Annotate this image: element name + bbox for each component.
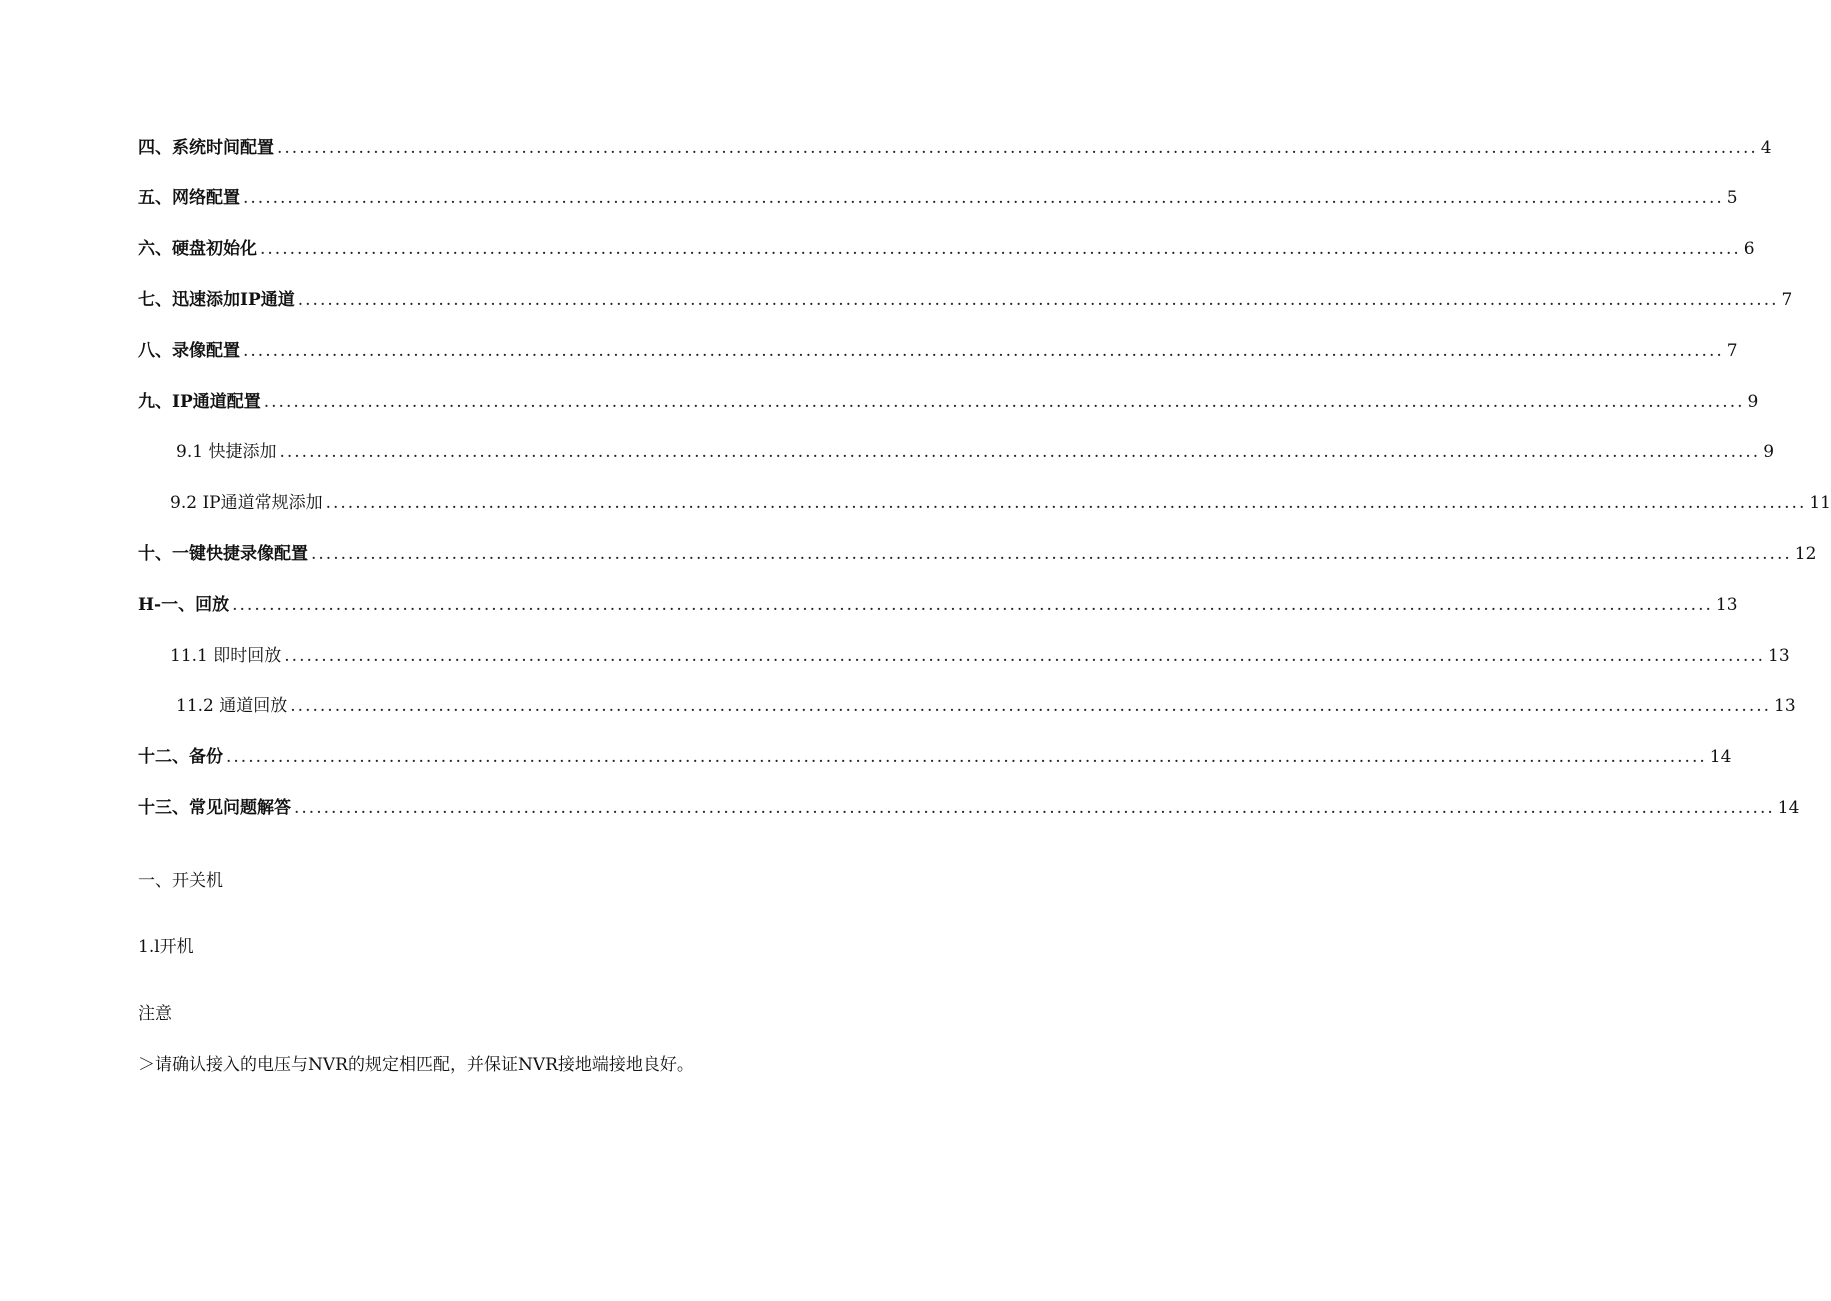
toc-entry[interactable]	[170, 645, 1790, 667]
toc-entry-page: 13	[1774, 696, 1796, 716]
toc-entry[interactable]	[138, 187, 1738, 209]
toc-entry[interactable]	[138, 594, 1738, 616]
toc-entry[interactable]	[138, 746, 1732, 768]
toc-leader-dots: ........................................................................................................................................................................................................	[311, 544, 1792, 564]
toc-entry-page: 9	[1747, 392, 1759, 412]
toc-leader-dots: ........................................................................................................................................................................................................	[290, 696, 1772, 716]
toc-entry[interactable]	[170, 492, 1831, 514]
toc-leader-dots: ........................................................................................................................................................................................................	[226, 747, 1707, 767]
toc-entry-label: 七、迅速添加IP通道	[138, 290, 295, 310]
toc-entry-page: 12	[1794, 544, 1817, 564]
toc-entry[interactable]	[176, 695, 1796, 717]
toc-entry-label: 9.2 IP通道常规添加	[170, 493, 323, 513]
toc-entry-label: 9.1 快捷添加	[176, 442, 277, 462]
toc-entry-page: 9	[1763, 442, 1775, 462]
toc-entry[interactable]	[138, 543, 1817, 565]
toc-entry-page: 4	[1760, 138, 1772, 158]
toc-entry[interactable]	[138, 797, 1800, 819]
toc-entry-page: 7	[1726, 341, 1738, 361]
toc-entry[interactable]	[138, 391, 1759, 413]
toc-entry-page: 14	[1709, 747, 1732, 767]
toc-leader-dots: ........................................................................................................................................................................................................	[260, 239, 1741, 259]
toc-entry-label: 十二、备份	[138, 747, 223, 767]
toc-leader-dots: ........................................................................................................................................................................................................	[279, 442, 1761, 462]
toc-entry-page: 6	[1743, 239, 1755, 259]
toc-entry[interactable]	[138, 137, 1772, 159]
toc-entry-page: 13	[1715, 595, 1738, 615]
toc-entry[interactable]	[176, 441, 1775, 463]
toc-entry-label: 六、硬盘初始化	[138, 239, 257, 259]
toc-leader-dots: ........................................................................................................................................................................................................	[243, 341, 1724, 361]
toc-leader-dots: ........................................................................................................................................................................................................	[325, 493, 1807, 513]
toc-leader-dots: ........................................................................................................................................................................................................	[297, 290, 1779, 310]
subsection-title: 1.l开机	[138, 937, 194, 957]
toc-entry-page: 14	[1777, 798, 1800, 818]
toc-entry-label: 八、录像配置	[138, 341, 240, 361]
toc-entry-label: 十三、常见问题解答	[138, 798, 291, 818]
toc-entry-label: 九、IP通道配置	[138, 392, 261, 412]
section-title: 一、开关机	[138, 871, 223, 891]
toc-entry-label: 五、网络配置	[138, 188, 240, 208]
toc-entry[interactable]	[138, 289, 1793, 311]
toc-entry-label: H-一、回放	[138, 595, 230, 615]
toc-leader-dots: ........................................................................................................................................................................................................	[277, 138, 1758, 158]
toc-entry-label: 11.1 即时回放	[170, 646, 282, 666]
toc-leader-dots: ........................................................................................................................................................................................................	[243, 188, 1724, 208]
toc-entry-label: 11.2 通道回放	[176, 696, 288, 716]
toc-entry-page: 5	[1726, 188, 1738, 208]
toc-leader-dots: ........................................................................................................................................................................................................	[294, 798, 1775, 818]
note-text: ＞请确认接入的电压与NVR的规定相匹配，并保证NVR接地端接地良好。	[138, 1055, 694, 1075]
toc-leader-dots: ........................................................................................................................................................................................................	[284, 646, 1766, 666]
toc-entry-label: 十、一键快捷录像配置	[138, 544, 308, 564]
note-label: 注意	[138, 1004, 172, 1024]
toc-leader-dots: ........................................................................................................................................................................................................	[232, 595, 1713, 615]
toc-entry-page: 13	[1768, 646, 1790, 666]
toc-entry-page: 11	[1809, 493, 1831, 513]
toc-entry-page: 7	[1781, 290, 1793, 310]
toc-entry-label: 四、系统时间配置	[138, 138, 274, 158]
toc-entry[interactable]	[138, 238, 1755, 260]
toc-leader-dots: ........................................................................................................................................................................................................	[263, 392, 1745, 412]
toc-entry[interactable]	[138, 340, 1738, 362]
